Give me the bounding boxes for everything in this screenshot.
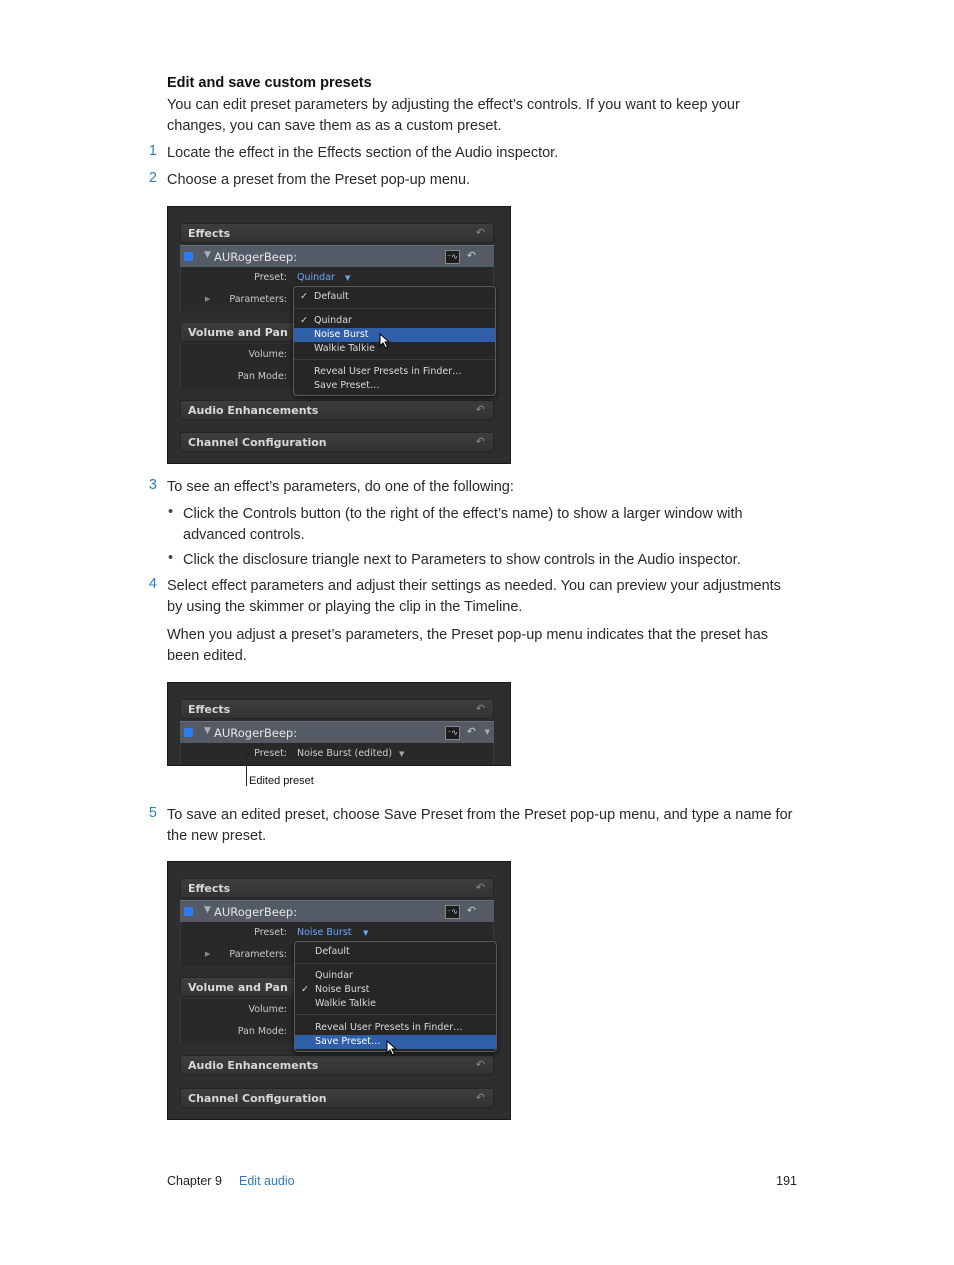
controls-button-icon: ⁻∿ bbox=[445, 250, 460, 264]
channel-config-label: Channel Configuration bbox=[188, 436, 327, 449]
bullet-marker: • bbox=[168, 550, 174, 566]
checkmark-icon: ✓ bbox=[301, 984, 309, 995]
menu-item-quindar[interactable]: Quindar bbox=[315, 970, 353, 981]
parameters-disclosure-icon: ▶ bbox=[205, 950, 211, 958]
channel-config-label: Channel Configuration bbox=[188, 1092, 327, 1105]
disclosure-open-icon: ▼ bbox=[204, 905, 211, 915]
effect-params-area bbox=[180, 743, 494, 766]
menu-item-quindar[interactable]: ✓ Quindar bbox=[300, 315, 352, 326]
menu-item-reveal-presets[interactable]: Reveal User Presets in Finder… bbox=[315, 1022, 463, 1033]
step-1-text: Locate the effect in the Effects section of the Audio inspector. bbox=[167, 145, 559, 161]
popup-arrow-icon: ▼ bbox=[399, 750, 405, 758]
audio-enhancements-label: Audio Enhancements bbox=[188, 404, 319, 417]
popup-arrow-icon: ▼ bbox=[363, 929, 369, 937]
footer-chapter: Chapter 9 bbox=[167, 1174, 222, 1188]
menu-separator bbox=[294, 308, 495, 309]
section-intro: You can edit preset parameters by adjusting the effect’s controls. If you want to keep your changes, you can save them as as a custom preset. bbox=[167, 97, 740, 134]
step-1-number: 1 bbox=[148, 143, 157, 159]
undo-icon: ↶ bbox=[475, 403, 485, 416]
volume-label: Volume: bbox=[248, 1004, 287, 1015]
parameters-label: Parameters: bbox=[229, 949, 287, 960]
menu-item-save-preset[interactable]: Save Preset… bbox=[314, 380, 380, 391]
step-2-text: Choose a preset from the Preset pop-up menu. bbox=[167, 172, 471, 188]
callout-line bbox=[246, 753, 247, 786]
footer-chapter-link[interactable]: Edit audio bbox=[239, 1174, 295, 1188]
effects-section-bar bbox=[180, 223, 494, 243]
callout-line bbox=[246, 753, 254, 754]
effect-undo-icon: ↶ bbox=[466, 725, 476, 738]
menu-item-noise-burst[interactable]: ✓ Noise Burst bbox=[301, 984, 370, 995]
channel-config-bar bbox=[180, 1088, 494, 1108]
audio-enhancements-bar bbox=[180, 400, 494, 420]
disclosure-open-icon: ▼ bbox=[204, 726, 211, 736]
menu-separator bbox=[295, 963, 496, 964]
step-3-number: 3 bbox=[148, 477, 157, 493]
undo-icon: ↶ bbox=[475, 435, 485, 448]
effects-section-bar bbox=[180, 878, 494, 898]
mouse-pointer-icon bbox=[379, 333, 390, 349]
effect-row bbox=[180, 900, 494, 922]
popup-arrow-icon: ▼ bbox=[345, 274, 351, 282]
effect-row bbox=[180, 721, 494, 743]
callout-label: Edited preset bbox=[249, 775, 314, 787]
menu-item-save-preset[interactable]: Save Preset… bbox=[295, 1035, 496, 1049]
preset-popup-value: Noise Burst (edited) bbox=[297, 748, 393, 759]
inspector-screenshot-preset-menu bbox=[167, 206, 511, 464]
page-number: 191 bbox=[776, 1174, 797, 1188]
bullet-marker: • bbox=[168, 504, 174, 520]
step-3-text: To see an effect’s parameters, do one of the following: bbox=[167, 479, 514, 495]
menu-item-noise-burst[interactable]: Noise Burst bbox=[294, 328, 495, 342]
parameters-label: Parameters: bbox=[229, 294, 287, 305]
effects-section-bar bbox=[180, 699, 494, 719]
menu-item-default[interactable]: ✓ Default bbox=[300, 291, 349, 302]
effect-name: AURogerBeep: bbox=[214, 726, 298, 740]
menu-separator bbox=[295, 1014, 496, 1015]
effect-enable-checkbox bbox=[184, 907, 193, 916]
effect-row bbox=[180, 245, 494, 267]
effect-name: AURogerBeep: bbox=[214, 905, 298, 919]
volume-pan-label: Volume and Pan bbox=[188, 981, 288, 994]
effect-name: AURogerBeep: bbox=[214, 250, 298, 264]
step-5-number: 5 bbox=[148, 805, 157, 821]
audio-enhancements-bar bbox=[180, 1055, 494, 1075]
effects-label: Effects bbox=[188, 227, 231, 240]
menu-item-reveal-presets[interactable]: Reveal User Presets in Finder… bbox=[314, 366, 462, 377]
effects-label: Effects bbox=[188, 703, 231, 716]
effects-label: Effects bbox=[188, 882, 231, 895]
inspector-screenshot-save-preset bbox=[167, 861, 511, 1120]
channel-config-bar bbox=[180, 432, 494, 452]
effect-enable-checkbox bbox=[184, 728, 193, 737]
controls-button-icon: ⁻∿ bbox=[445, 905, 460, 919]
undo-icon: ↶ bbox=[475, 702, 485, 715]
undo-icon: ↶ bbox=[475, 226, 485, 239]
bullet-2-text: Click the disclosure triangle next to Parameters to show controls in the Audio inspector. bbox=[183, 552, 741, 568]
effect-undo-icon: ↶ bbox=[466, 904, 476, 917]
menu-separator bbox=[294, 359, 495, 360]
step-4-text: Select effect parameters and adjust their settings as needed. You can preview your adjustments by using the skimmer or playing the clip in the Timeline. bbox=[167, 578, 781, 615]
undo-icon: ↶ bbox=[475, 881, 485, 894]
step-4-number: 4 bbox=[148, 576, 157, 592]
pan-mode-label: Pan Mode: bbox=[237, 1026, 287, 1037]
undo-icon: ↶ bbox=[475, 1091, 485, 1104]
volume-label: Volume: bbox=[248, 349, 287, 360]
bullet-1-text: Click the Controls button (to the right of the effect’s name) to show a larger window with advanced controls. bbox=[183, 506, 743, 543]
audio-enhancements-label: Audio Enhancements bbox=[188, 1059, 319, 1072]
section-heading: Edit and save custom presets bbox=[167, 75, 372, 91]
parameters-disclosure-icon: ▶ bbox=[205, 295, 211, 303]
menu-item-walkie-talkie[interactable]: Walkie Talkie bbox=[314, 343, 375, 354]
effect-enable-checkbox bbox=[184, 252, 193, 261]
menu-item-default[interactable]: Default bbox=[315, 946, 350, 957]
pan-mode-label: Pan Mode: bbox=[237, 371, 287, 382]
effect-undo-icon: ↶ bbox=[466, 249, 476, 262]
controls-button-icon: ⁻∿ bbox=[445, 726, 460, 740]
menu-item-walkie-talkie[interactable]: Walkie Talkie bbox=[315, 998, 376, 1009]
checkmark-icon: ✓ bbox=[300, 315, 308, 326]
preset-label: Preset: bbox=[254, 272, 287, 283]
volume-pan-label: Volume and Pan bbox=[188, 326, 288, 339]
preset-popup-value: Noise Burst bbox=[297, 927, 352, 938]
step-4-note: When you adjust a preset’s parameters, the Preset pop-up menu indicates that the preset has been edited. bbox=[167, 627, 769, 664]
step-2-number: 2 bbox=[148, 170, 157, 186]
undo-icon: ↶ bbox=[475, 1058, 485, 1071]
preset-label: Preset: bbox=[254, 748, 287, 759]
checkmark-icon: ✓ bbox=[300, 291, 308, 302]
effect-menu-arrow-icon: ▼ bbox=[484, 728, 490, 736]
preset-label: Preset: bbox=[254, 927, 287, 938]
preset-popup-menu bbox=[294, 941, 497, 1052]
preset-popup-menu bbox=[293, 286, 496, 396]
inspector-screenshot-edited-preset bbox=[167, 682, 511, 766]
preset-popup-value: Quindar bbox=[297, 272, 335, 283]
disclosure-open-icon: ▼ bbox=[204, 250, 211, 260]
step-5-text: To save an edited preset, choose Save Preset from the Preset pop-up menu, and type a name for the new preset. bbox=[167, 807, 793, 844]
mouse-pointer-icon bbox=[386, 1040, 397, 1056]
